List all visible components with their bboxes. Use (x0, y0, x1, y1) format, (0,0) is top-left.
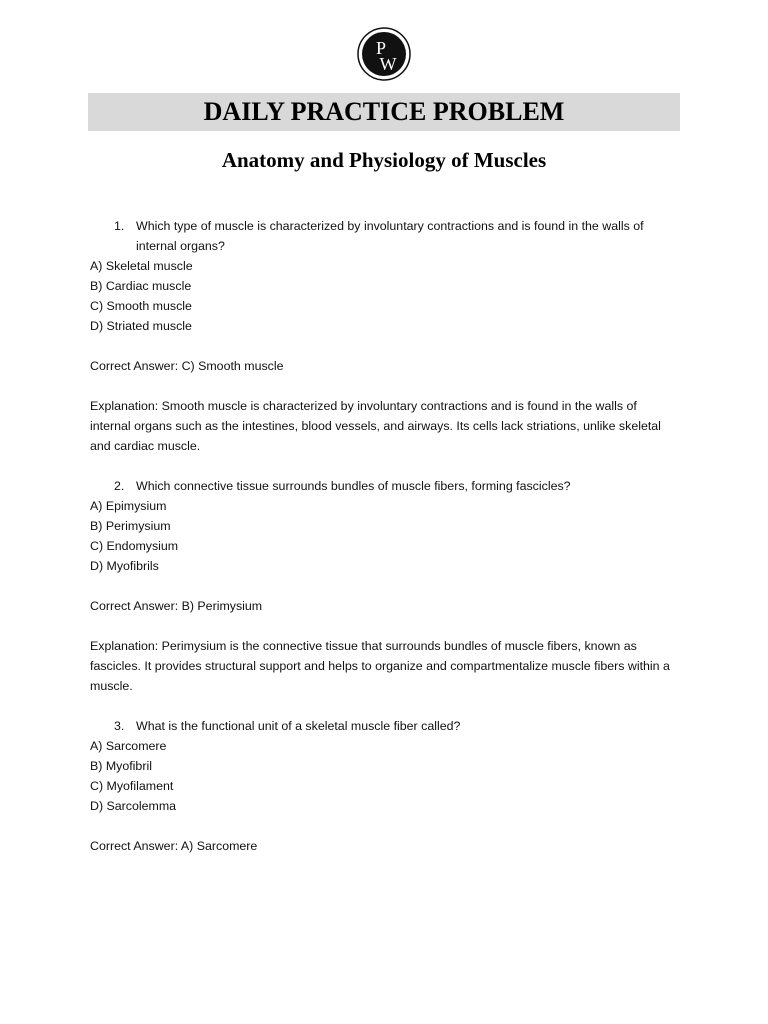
option-a: A) Skeletal muscle (90, 259, 193, 273)
question-block-3 (90, 716, 680, 856)
question-number: 3. (114, 719, 125, 733)
option-c: C) Smooth muscle (90, 299, 192, 313)
question-block-2 (90, 476, 680, 696)
pw-logo (357, 27, 411, 81)
option-d: D) Myofibrils (90, 559, 159, 573)
explanation: Explanation: Perimysium is the connective tissue that surrounds bundles of muscle fibers, known as fascicles. It provides structural support and helps to organize and compartmentalize muscle fibers within a muscle. (90, 639, 670, 693)
option-c: C) Myofilament (90, 779, 174, 793)
option-a: A) Epimysium (90, 499, 167, 513)
option-d: D) Sarcolemma (90, 799, 177, 813)
correct-answer: Correct Answer: C) Smooth muscle (90, 359, 284, 373)
question-text: Which connective tissue surrounds bundles of muscle fibers, forming fascicles? (136, 479, 571, 493)
correct-answer: Correct Answer: B) Perimysium (90, 599, 263, 613)
option-b: B) Perimysium (90, 519, 171, 533)
option-c: C) Endomysium (90, 539, 179, 553)
question-text: Which type of muscle is characterized by involuntary contractions and is found in the walls of internal organs? (136, 219, 644, 253)
title-banner (88, 93, 680, 131)
logo-letter-p: P (375, 38, 387, 58)
page-title: DAILY PRACTICE PROBLEM (203, 97, 565, 126)
question-list (90, 216, 680, 856)
pw-logo-icon (357, 27, 411, 81)
question-2 (90, 476, 680, 496)
question-text: What is the functional unit of a skeletal muscle fiber called? (136, 719, 461, 733)
option-a: A) Sarcomere (90, 739, 167, 753)
question-number: 2. (114, 479, 125, 493)
question-number: 1. (114, 219, 125, 233)
option-b: B) Myofibril (90, 759, 152, 773)
question-1 (90, 216, 680, 256)
option-d: D) Striated muscle (90, 319, 192, 333)
option-b: B) Cardiac muscle (90, 279, 192, 293)
correct-answer: Correct Answer: A) Sarcomere (90, 839, 258, 853)
page-subtitle: Anatomy and Physiology of Muscles (221, 148, 547, 172)
explanation: Explanation: Smooth muscle is characterized by involuntary contractions and is found in the walls of internal organs such as the intestines, blood vessels, and airways. Its cells lack striations, unlike skeletal and cardiac muscle. (90, 399, 661, 453)
question-3 (90, 716, 680, 736)
question-block-1 (90, 216, 680, 456)
logo-letter-w: W (379, 54, 397, 74)
